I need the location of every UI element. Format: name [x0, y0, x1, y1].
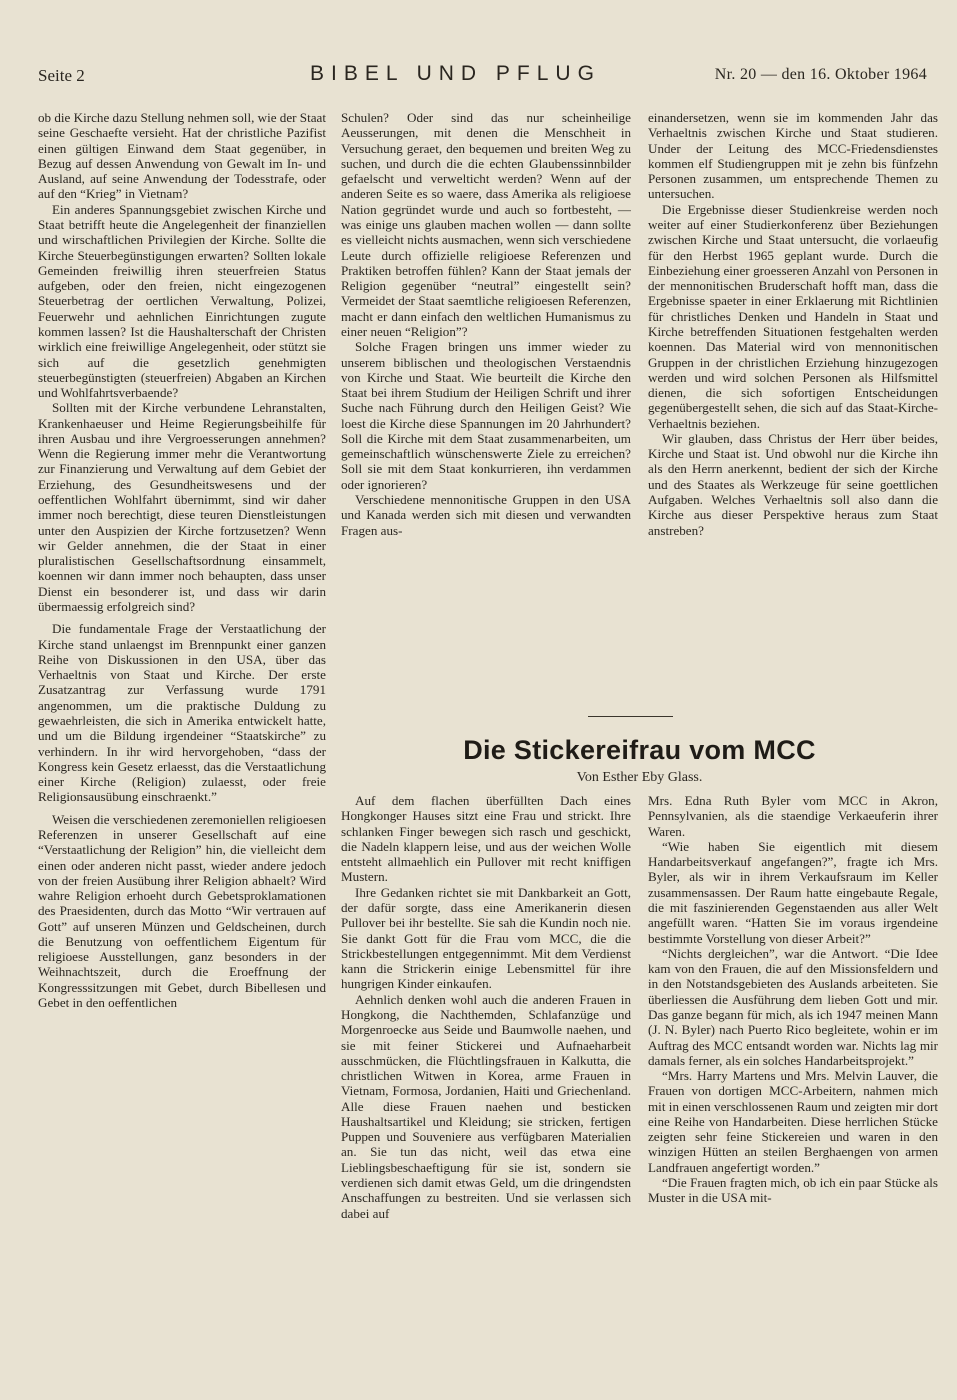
- paragraph: einandersetzen, wenn sie im kommenden Jahr das Verhaeltnis zwischen Kirche und Staat studieren. Under der Leitung des MCC-Friedensdienstes kommen elf Studiengruppen mit je zehn bis fünfzehn Personen zusammen, um entsprechende Themen zu untersuchen.: [648, 110, 938, 202]
- paragraph: Schulen? Oder sind das nur scheinheilige Aeusserungen, mit denen die Menschheit in Versuchung geraet, den bequemen und breiten Weg zu suchen, und durch die die echten Glaubenssinnbilder gefaelscht und verwelticht werden? Wenn auf der anderen Seite es so waere, dass Amerika als religioese Nation gegründet wurde und auch so fortbesteht, — was einige uns glauben machen wollen — dann sollte es vielleicht nichts ausmachen, wenn sich verschiedene Leute durch offizielle religioese Referenzen und Praktiken betroffen fühlen? Kann der Staat jemals der Religion gegenüber “neutral” eingestellt sein? Vermeidet der Staat saemtliche religioesen Referenzen, macht er dann einfach den weltlichen Humanismus zu einer neuen “Religion”?: [341, 110, 631, 339]
- paragraph: “Wie haben Sie eigentlich mit diesem Handarbeitsverkauf angefangen?”, fragte ich Mrs. Byler, als wir in ihrem Verkaufsraum im Keller zusammensassen. Der Raum hatte eingebaute Regale, die mit faszinierenden Gegenstaenden aus aller Welt angefüllt waren. “Hatten Sie im voraus irgendeine bestimmte Vorstellung von dieser Arbeit?”: [648, 838, 938, 946]
- issue-date: Nr. 20 — den 16. Oktober 1964: [714, 66, 927, 83]
- article1-column-1: [38, 110, 326, 1382]
- article2-column-2: [648, 793, 938, 1383]
- paragraph: Solche Fragen bringen uns immer wieder zu unserem biblischen und theologischen Verstaendnis von Kirche und Staat. Wie beurteilt die Kirche den Staat bei ihrem Studium der Heiligen Schrift und ihrer Suche nach Führung durch den Heiligen Geist? Wie loest die Kirche diese Spannungen im 20 Jahrhundert? Soll die Kirche mit dem Staat zusammenarbeiten, um gemeinschaftlich wünschenswerte Ziele zu erreichen? Soll sie mit dem Staat konkurrieren, ihn verdammen oder ignorieren?: [341, 339, 631, 492]
- paragraph: Ihre Gedanken richtet sie mit Dankbarkeit an Gott, der dafür sorgte, dass eine Amerikanerin diesen Pullover bei ihr bestellte. Sie sah die Kundin noch nie. Sie dankt Gott für die Frau vom MCC, die die Strickbestellungen entgegennimmt. Mit dem Verdienst kann die Strickerin einige Lebensmittel für ihre hungrigen Kinder einkaufen.: [341, 884, 631, 992]
- article1-column-2: [341, 110, 631, 700]
- article2-column-1: [341, 793, 631, 1383]
- paragraph: “Nichts dergleichen”, war die Antwort. “Die Idee kam von den Frauen, die auf den Missionsfeldern und in den Notstandsgebieten des Auslands arbeiteten. Sie überliessen die Ausführung dem lieben Gott und mir. Das ganze begann für mich, als ich 1947 meinen Mann (J. N. Byler) nach Puerto Rico begleitete, wohin er im Auftrag des MCC entsandt worden war. Nichts lag mir damals ferner, als ein solches Handarbeitsprojekt.”: [648, 945, 938, 1068]
- paragraph: Ein anderes Spannungsgebiet zwischen Kirche und Staat betrifft heute die Angelegenheit der finanziellen und wirschaftlichen Privilegien der Kirche. Sollte die Kirche Steuerbegünstigungen erwarten? Sollten lokale Gemeinden freiwillig ihren steuerfreien Status aufgeben, oder den freien, nicht eingezogenen Steuerbetrag der oertlichen Verwaltung, Polizei, Feuerwehr und aehnlichen Einrichtungen zugute kommen lassen? Ist die Haushalterschaft der Christen wirklich eine freiwillige Angelegenheit, oder stützt sie sich auf die gesetzlich genehmigten steuerbegünstigten (steuerfreien) Abgaben an Kirchen und Wohlfahrtsverbaende?: [38, 201, 326, 401]
- paragraph: Weisen die verschiedenen zeremoniellen religioesen Referenzen in unserer Gesellschaft auf eine “Verstaatlichung der Religion” hin, die vielleicht dem einen oder anderen nicht passt, wieder andere jedoch von der freien Ausübung ihrer Religion abhaelt? Wird wahre Religion erhoeht durch Gebetsproklamationen des Praesidenten, durch das Motto “Wir vertrauen auf Gott” auf unseren Münzen und Geldscheinen, durch die Benutzung von oeffentlichem Eigentum für religioese Ausstellungen, ganz besonders in der Weihnachtszeit, durch die Eroeffnung der Kongresssitzungen mit Gebet, durch Bibellesen und Gebet in den oeffentlichen: [38, 811, 326, 1011]
- article1-column-3: [648, 110, 938, 728]
- paragraph: “Die Frauen fragten mich, ob ich ein paar Stücke als Muster in die USA mit-: [648, 1175, 938, 1206]
- paragraph: Die fundamentale Frage der Verstaatlichung der Kirche stand unlaengst im Brennpunkt einer ganzen Reihe von Diskussionen in den USA, über das Verhaeltnis von Staat und Kirche. Der erste Zusatzantrag zur Verfassung wurde 1791 angenommen, um die praktische Duldung zu gewaehrleisten, die sich in Amerika entwickelt hatte, und um die Bildung irgendeiner “Staatskirche” zu verhindern. In ihr wird hervorgehoben, “dass der Kongress kein Gesetz erlaesst, das die Verstaatlichung einer Kirche (Religion) zulaesst, oder freie Religionsausübung einschraenkt.”: [38, 621, 326, 805]
- article-byline: Von Esther Eby Glass.: [576, 770, 703, 785]
- paragraph: Mrs. Edna Ruth Byler vom MCC in Akron, Pennsylvanien, als die staendige Verkaeuferin ihrer Waren.: [648, 793, 938, 839]
- paragraph: Wir glauben, dass Christus der Herr über beides, Kirche und Staat ist. Und obwohl nur die Kirche ihn als den Herrn anerkennt, bedient der sich der Kirche und des Staates als Werkzeuge für seine goettlichen Aufgaben. Welches Verhaeltnis soll also dann die Kirche aus dieser Perspektive heraus zum Staat anstreben?: [648, 430, 938, 538]
- paragraph: Auf dem flachen überfüllten Dach eines Hongkonger Hauses sitzt eine Frau und strickt. Ihre schlanken Finger bewegen sich rasch und geschickt, die Nadeln klappern leise, und aus der weichen Wolle entsteht allmaehlich ein Pullover mit recht kniffigen Mustern.: [341, 793, 631, 885]
- page-header: [0, 62, 957, 92]
- paragraph: “Mrs. Harry Martens und Mrs. Melvin Lauver, die Frauen von dortigen MCC-Arbeitern, nahmen mich mit in einen verschlossenen Raum und zeigten mir dort eine Reihe von Handarbeiten. Diese herrlichen Stücke zeigten sehr feine Stickereien und waren in den winzigen Hütten an steilen Berghaengen von armen Landfrauen angefertigt worden.”: [648, 1068, 938, 1175]
- paragraph: Aehnlich denken wohl auch die anderen Frauen in Hongkong, die Nachthemden, Schlafanzüge und Morgenroecke aus Seide und Baumwolle naehen, und sie mit feiner Stickerei und Aufnaeharbeit ausschmücken, die Flüchtlingsfrauen in Kalkutta, die christlichen Witwen in Korea, arme Frauen in Vietnam, Formosa, Jordanien, Haiti und Griechenland. Alle diese Frauen naehen und besticken Haushaltsartikel und Kleidung; sie stricken, fertigen Puppen und Souveniere aus verfügbaren Materialien an. Sie tun das nicht, weil das etwa eine Lieblingsbeschaeftigung für sie ist, sondern sie verdienen sich damit etwas Geld, um die dringendsten Anschaffungen zu bestreiten. Und sie verlassen sich dabei auf: [341, 991, 631, 1221]
- article-headline: Die Stickereifrau vom MCC: [463, 735, 816, 765]
- page-number: Seite 2: [38, 66, 85, 85]
- paragraph: ob die Kirche dazu Stellung nehmen soll, wie der Staat seine Geschaefte versieht. Hat der christliche Pazifist einen gültigen Einwand dem Staat gegenüber, in Bezug auf dessen Anwendung von Gewalt im In- und Ausland, auf seine Anwendung der Todesstrafe, oder auf den “Krieg” in Vietnam?: [38, 110, 326, 202]
- paragraph: Die Ergebnisse dieser Studienkreise werden noch weiter auf einer Studierkonferenz über Beziehungen zwischen Kirche und Staat untersucht, die vorlaeufig für den Herbst 1965 geplant wurde. Durch die Einbeziehung einer groesseren Anzahl von Personen in der mennonitischen Bruderschaft hofft man, dass die Ergebnisse spaeter in einer Erklaerung mit Richtlinien für christliches Denken und Handeln in Staat und Kirche betreffenden Situationen festgehalten werden koennen. Das Material wird von mennonitischen Gruppen in der christlichen Erziehung hinzugezogen werden und wird solchen Personen als Hilfsmittel dienen, die sich sofortigen Entscheidungen gegenübergestellt sehen, die sich auf das Staat-Kirche-Verhaeltnis beziehen.: [648, 201, 938, 431]
- publication-title: BIBEL UND PFLUG: [310, 62, 601, 85]
- paragraph: Sollten mit der Kirche verbundene Lehranstalten, Krankenhaeuser und Heime Regierungsbeihilfe für ihren Ausbau und ihre Vergroesserungen annehmen? Wenn die Regierung immer mehr die Verantwortung zur Finanzierung und Verwaltung auf dem Gebiet der Erziehung, des Gesundheitswesens und der oeffentlichen Wohlfahrt übernimmt, sind wir daher immer noch berechtigt, diese teuren Dienstleistungen unter den Auspizien der Kirche fortzusetzen? Wenn wir Gelder annehmen, die der Staat in einer pluralistischen Gesellschaftsordnung einsammelt, koennen wir dann immer noch behaupten, dass unser Dienst ein besonderer ist, und dass wir darin übermaessig erfolgreich sind?: [38, 400, 326, 614]
- section-divider: [588, 716, 673, 717]
- paragraph: Verschiedene mennonitische Gruppen in den USA und Kanada werden sich mit diesen und verwandten Fragen aus-: [341, 492, 631, 538]
